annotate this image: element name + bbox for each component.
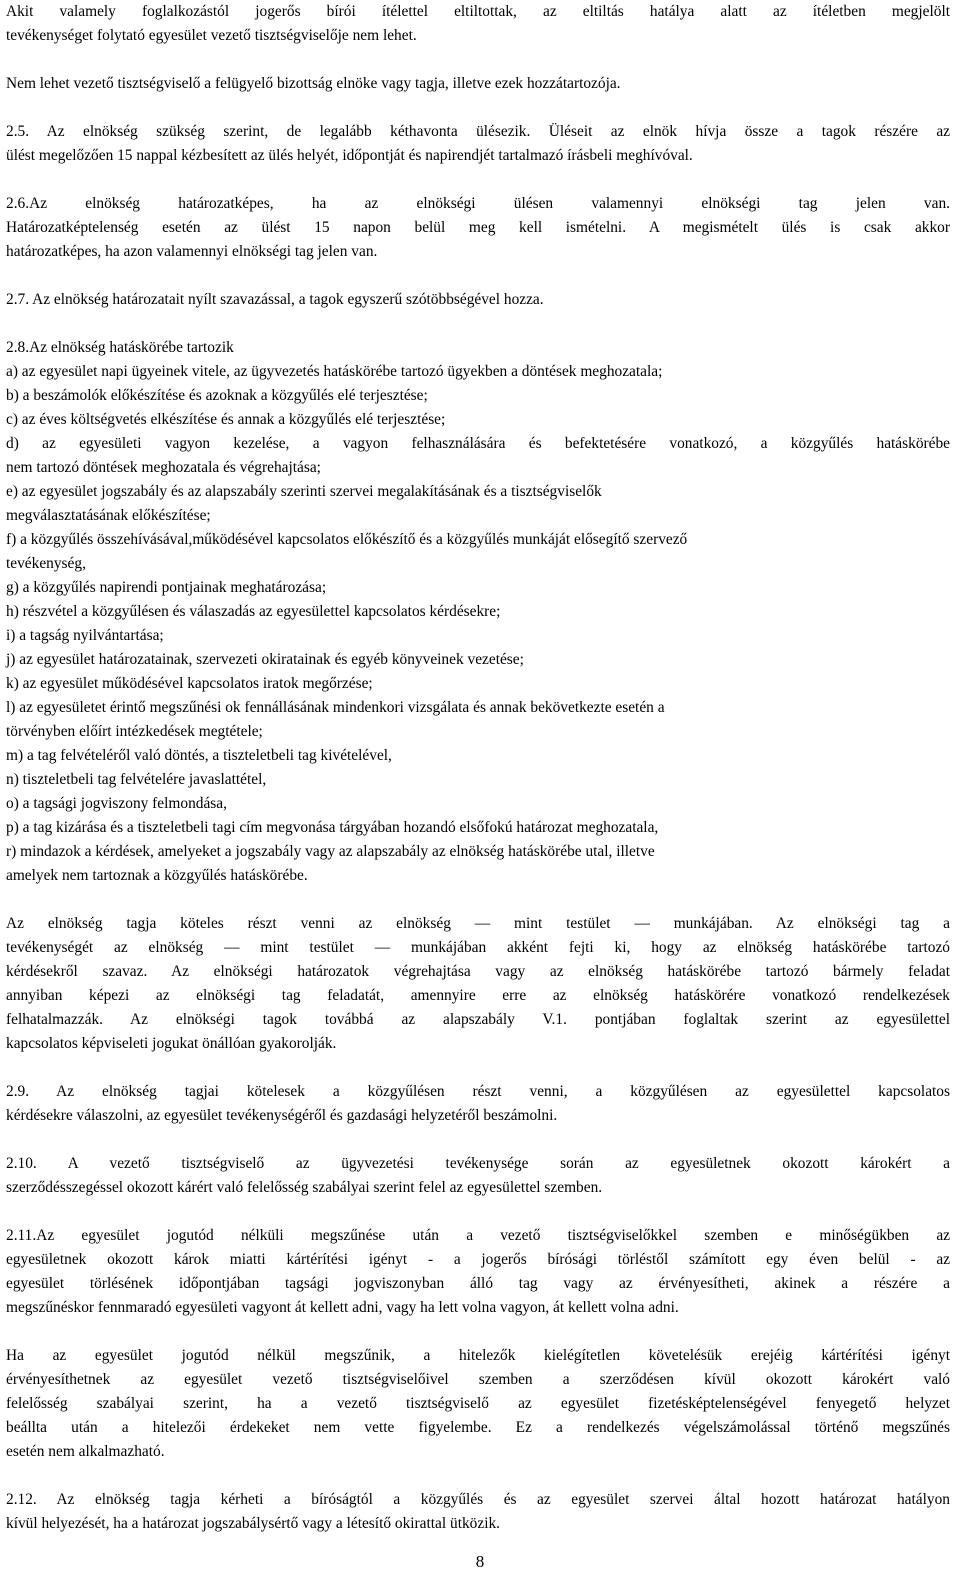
list-item: e) az egyesület jogszabály és az alapszabály szerinti szervei megalakításának és a tisztségviselők	[6, 483, 602, 500]
text-line: kérdésekről szavaz. Az elnökségi határozatok végrehajtása vagy az elnökség hatáskörébe tartozó bármely feladat	[6, 963, 950, 980]
text-line: szerződésszegéssel okozott kárért való felelősség szabályai szerint felel az egyesülettel szemben.	[6, 1179, 603, 1196]
text-line: 2.11.Az egyesület jogutód nélküli megszűnése után a vezető tisztségviselőkkel szemben e minőségükben az	[6, 1227, 950, 1244]
text-line: kívül helyezését, ha a határozat jogszabálysértő vagy a létesítő okirattal ütközik.	[6, 1515, 501, 1532]
text-line: esetén nem alkalmazható.	[6, 1443, 165, 1460]
text-line: egyesület törlésének időpontjában tagsági jogviszonyban álló tag vagy az érvényesítheti, akinek a részére a	[6, 1275, 950, 1292]
section-2-8-list	[6, 336, 950, 888]
text-line: kérdésekre válaszolni, az egyesület tevékenységéről és gazdasági helyzetéről beszámolni.	[6, 1107, 558, 1124]
section-2-7	[6, 288, 950, 312]
list-item: r) mindazok a kérdések, amelyeket a jogszabály vagy az alapszabály az elnökség hatáskörébe utal, illetve	[6, 843, 655, 860]
list-item: megválasztatásának előkészítése;	[6, 507, 211, 524]
list-item: k) az egyesület működésével kapcsolatos iratok megőrzése;	[6, 675, 373, 692]
list-item: nem tartozó döntések meghozatala és végrehajtása;	[6, 459, 321, 476]
text-line: felelősség szabályai szerint, ha a vezető tisztségviselő az egyesület fizetésképtelenségével fenyegető helyzet	[6, 1395, 950, 1412]
text-line: 2.7. Az elnökség határozatait nyílt szavazással, a tagok egyszerű szótöbbségével hozza.	[6, 291, 544, 308]
text-line: 2.5. Az elnökség szükség szerint, de legalább kéthavonta ülésezik. Üléseit az elnök hívja össze a tagok részére az	[6, 123, 950, 140]
list-item: p) a tag kizárása és a tiszteletbeli tagi cím megvonása tárgyában hozandó elsőfokú határozat meghozatala,	[6, 819, 659, 836]
list-item: i) a tagság nyilvántartása;	[6, 627, 164, 644]
list-item: m) a tag felvételéről való döntés, a tiszteletbeli tag kivételével,	[6, 747, 392, 764]
text-line: annyiban képezi az elnökségi tag feladatát, amennyire erre az elnökség hatáskörére vonatkozó rendelkezések	[6, 987, 950, 1004]
paragraph-intro	[6, 0, 950, 48]
section-2-10	[6, 1152, 950, 1200]
text-line: Akit valamely foglalkozástól jogerős bírói ítélettel eltiltottak, az eltiltás hatálya alatt az ítéletben megjelölt	[6, 3, 950, 20]
list-heading: 2.8.Az elnökség hatáskörébe tartozik	[6, 339, 234, 356]
text-line: 2.6.Az elnökség határozatképes, ha az elnökségi ülésen valamennyi elnökségi tag jelen van.	[6, 195, 950, 212]
text-line: felhatalmazzák. Az elnökségi tagok továbbá az alapszabály V.1. pontjában foglaltak szerint az egyesülettel	[6, 1011, 950, 1028]
text-line: határozatképes, ha azon valamennyi elnökségi tag jelen van.	[6, 243, 378, 260]
text-line: tevékenységét az elnökség — mint testület — munkájában akként fejti ki, hogy az elnökség hatáskörébe tartozó	[6, 939, 950, 956]
list-item: c) az éves költségvetés elkészítése és annak a közgyűlés elé terjesztése;	[6, 411, 446, 428]
text-line: beállta után a hitelezői érdekeket nem vette figyelembe. Ez a rendelkezés végelszámolással történő megszűnés	[6, 1419, 950, 1436]
paragraph-intro-2	[6, 72, 950, 96]
paragraph-creditors	[6, 1344, 950, 1464]
list-item: tevékenység,	[6, 555, 86, 572]
text-line: kapcsolatos képviseleti jogukat önállóan gyakorolják.	[6, 1035, 337, 1052]
text-line: 2.9. Az elnökség tagjai kötelesek a közgyűlésen részt venni, a közgyűlésen az egyesülettel kapcsolatos	[6, 1083, 950, 1100]
list-item: amelyek nem tartoznak a közgyűlés hatáskörébe.	[6, 867, 308, 884]
page-number: 8	[475, 1552, 485, 1571]
text-line: 2.12. Az elnökség tagja kérheti a bíróságtól a közgyűlés és az egyesület szervei által hozott határozat hatályon	[6, 1491, 950, 1508]
list-item: b) a beszámolók előkészítése és azoknak a közgyűlés elé terjesztése;	[6, 387, 428, 404]
list-item: l) az egyesületet érintő megszűnési ok fennállásának mindenkori vizsgálata és annak bekövetkezte esetén a	[6, 699, 665, 716]
text-line: 2.10. A vezető tisztségviselő az ügyvezetési tevékenysége során az egyesületnek okozott károkért a	[6, 1155, 950, 1172]
list-item: h) részvétel a közgyűlésen és válaszadás az egyesülettel kapcsolatos kérdésekre;	[6, 603, 501, 620]
section-2-12	[6, 1488, 950, 1536]
paragraph-member-duty	[6, 912, 950, 1056]
list-item: f) a közgyűlés összehívásával,működésével kapcsolatos előkészítő és a közgyűlés munkáját elősegítő szervező	[6, 531, 688, 548]
section-2-5	[6, 120, 950, 168]
text-line: Az elnökség tagja köteles részt venni az elnökség — mint testület — munkájában. Az elnökségi tag a	[6, 915, 950, 932]
text-line: tevékenységet folytató egyesület vezető tisztségviselője nem lehet.	[6, 27, 417, 44]
list-item: o) a tagsági jogviszony felmondása,	[6, 795, 227, 812]
text-line: Határozatképtelenség esetén az ülést 15 napon belül meg kell ismételni. A megismételt ülés is csak akkor	[6, 219, 950, 236]
section-2-9	[6, 1080, 950, 1128]
text-line: Nem lehet vezető tisztségviselő a felügyelő bizottság elnöke vagy tagja, illetve ezek hozzátartozója.	[6, 75, 621, 92]
text-line: egyesületnek okozott károk miatti kártérítési igényt - a jogerős bírósági törléstől számított egy éven belül - az	[6, 1251, 950, 1268]
section-2-11	[6, 1224, 950, 1320]
list-item: törvényben előírt intézkedések megtétele;	[6, 723, 263, 740]
list-item: d) az egyesületi vagyon kezelése, a vagyon felhasználására és befektetésére vonatkozó, a közgyűlés hatáskörébe	[6, 435, 950, 452]
text-line: érvényesíthetnek az egyesület vezető tisztségviselőivel szemben a szerződésen kívül okozott károkért való	[6, 1371, 950, 1388]
list-item: g) a közgyűlés napirendi pontjainak meghatározása;	[6, 579, 327, 596]
section-2-6	[6, 192, 950, 264]
text-line: megszűnéskor fennmaradó egyesületi vagyont át kellett adni, vagy ha lett volna vagyon, át kellett volna adni.	[6, 1299, 679, 1316]
list-item: a) az egyesület napi ügyeinek vitele, az ügyvezetés hatáskörébe tartozó ügyekben a döntések meghozatala;	[6, 363, 663, 380]
list-item: n) tiszteletbeli tag felvételére javaslattétel,	[6, 771, 267, 788]
list-item: j) az egyesület határozatainak, szervezeti okiratainak és egyéb könyveinek vezetése;	[6, 651, 524, 668]
text-line: ülést megelőzően 15 nappal kézbesített az ülés helyét, időpontját és napirendjét tartalmazó írásbeli meghívóval.	[6, 147, 693, 164]
text-line: Ha az egyesület jogutód nélkül megszűnik, a hitelezők kielégítetlen követelésük erejéig kártérítési igényt	[6, 1347, 950, 1364]
